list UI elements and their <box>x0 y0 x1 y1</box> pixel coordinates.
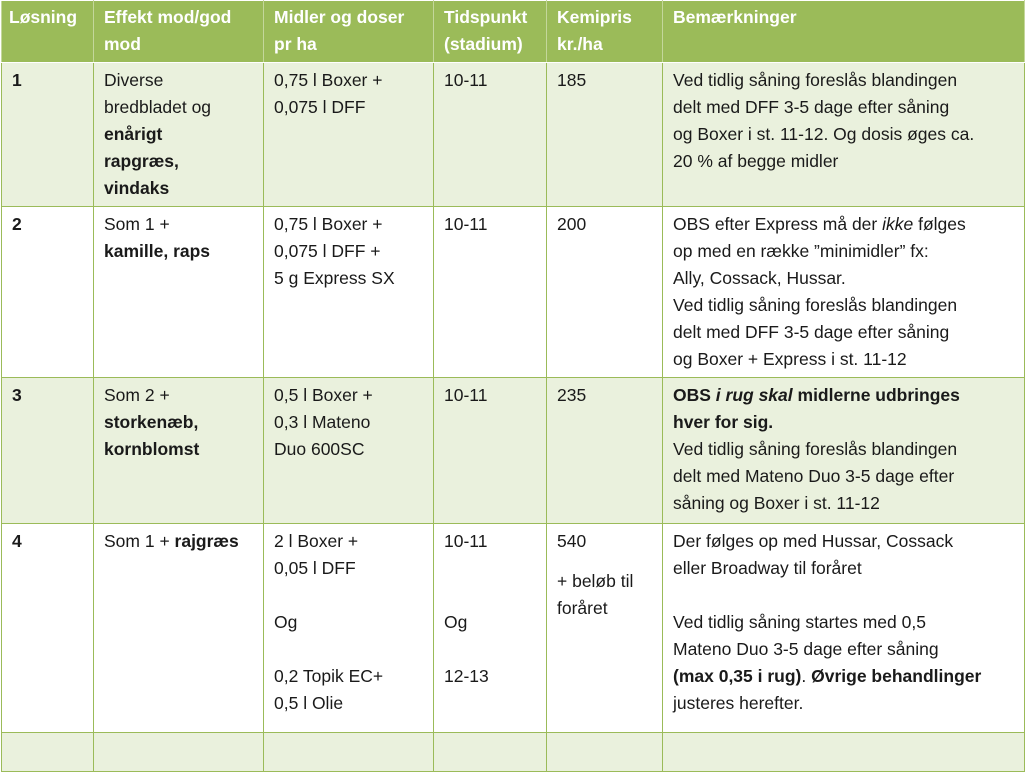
header-tidspunkt: Tidspunkt (stadium) <box>434 1 547 63</box>
cell-empty <box>663 733 1025 772</box>
herbicide-table <box>1 0 1025 772</box>
table-row <box>2 207 1025 378</box>
cell-losning: 1 <box>2 63 94 207</box>
cell-midler: 2 l Boxer + 0,05 l DFF Og 0,2 Topik EC+ 0,5 l Olie <box>264 524 434 733</box>
cell-bemaerkninger: Der følges op med Hussar, Cossack eller Broadway til foråret Ved tidlig såning startes med 0,5 Mateno Duo 3-5 dage efter såning (max 0,35 i rug). Øvrige behandlinger justeres herefter. <box>663 524 1025 733</box>
cell-tidspunkt: 10-11 Og 12-13 <box>434 524 547 733</box>
cell-effekt: Som 1 + kamille, raps <box>94 207 264 378</box>
cell-tidspunkt: 10-11 <box>434 378 547 524</box>
cell-bemaerkninger: OBS efter Express må der ikke følges op med en række ”minimidler” fx: Ally, Cossack, Hussar. Ved tidlig såning foreslås blandingen delt med DFF 3-5 dage efter såning og Boxer + Express i st. 11-12 <box>663 207 1025 378</box>
header-losning: Løsning <box>2 1 94 63</box>
header-kemipris: Kemipris kr./ha <box>547 1 663 63</box>
cell-kemipris: 200 <box>547 207 663 378</box>
cell-midler: 0,75 l Boxer + 0,075 l DFF + 5 g Express SX <box>264 207 434 378</box>
header-effekt: Effekt mod/god mod <box>94 1 264 63</box>
cell-effekt: Diverse bredbladet og enårigt rapgræs, vindaks <box>94 63 264 207</box>
cell-bemaerkninger: Ved tidlig såning foreslås blandingen delt med DFF 3-5 dage efter såning og Boxer i st. 11-12. Og dosis øges ca. 20 % af begge midler <box>663 63 1025 207</box>
cell-losning: 4 <box>2 524 94 733</box>
header-bemaerkninger: Bemærkninger <box>663 1 1025 63</box>
cell-kemipris: 235 <box>547 378 663 524</box>
cell-midler: 0,75 l Boxer + 0,075 l DFF <box>264 63 434 207</box>
header-midler: Midler og doser pr ha <box>264 1 434 63</box>
cell-effekt: Som 2 + storkenæb, kornblomst <box>94 378 264 524</box>
cell-bemaerkninger: OBS i rug skal midlerne udbringes hver for sig. Ved tidlig såning foreslås blandingen delt med Mateno Duo 3-5 dage efter såning og Boxer i st. 11-12 <box>663 378 1025 524</box>
table-row <box>2 524 1025 733</box>
cell-empty <box>434 733 547 772</box>
cell-kemipris: 185 <box>547 63 663 207</box>
cell-tidspunkt: 10-11 <box>434 207 547 378</box>
table-row <box>2 63 1025 207</box>
cell-empty <box>547 733 663 772</box>
cell-empty <box>2 733 94 772</box>
table-row-partial <box>2 733 1025 772</box>
cell-empty <box>264 733 434 772</box>
cell-empty <box>94 733 264 772</box>
table-row <box>2 378 1025 524</box>
header-row <box>2 1 1025 63</box>
cell-losning: 3 <box>2 378 94 524</box>
cell-kemipris: 540 + beløb til foråret <box>547 524 663 733</box>
cell-tidspunkt: 10-11 <box>434 63 547 207</box>
cell-midler: 0,5 l Boxer + 0,3 l Mateno Duo 600SC <box>264 378 434 524</box>
cell-effekt: Som 1 + rajgræs <box>94 524 264 733</box>
cell-losning: 2 <box>2 207 94 378</box>
